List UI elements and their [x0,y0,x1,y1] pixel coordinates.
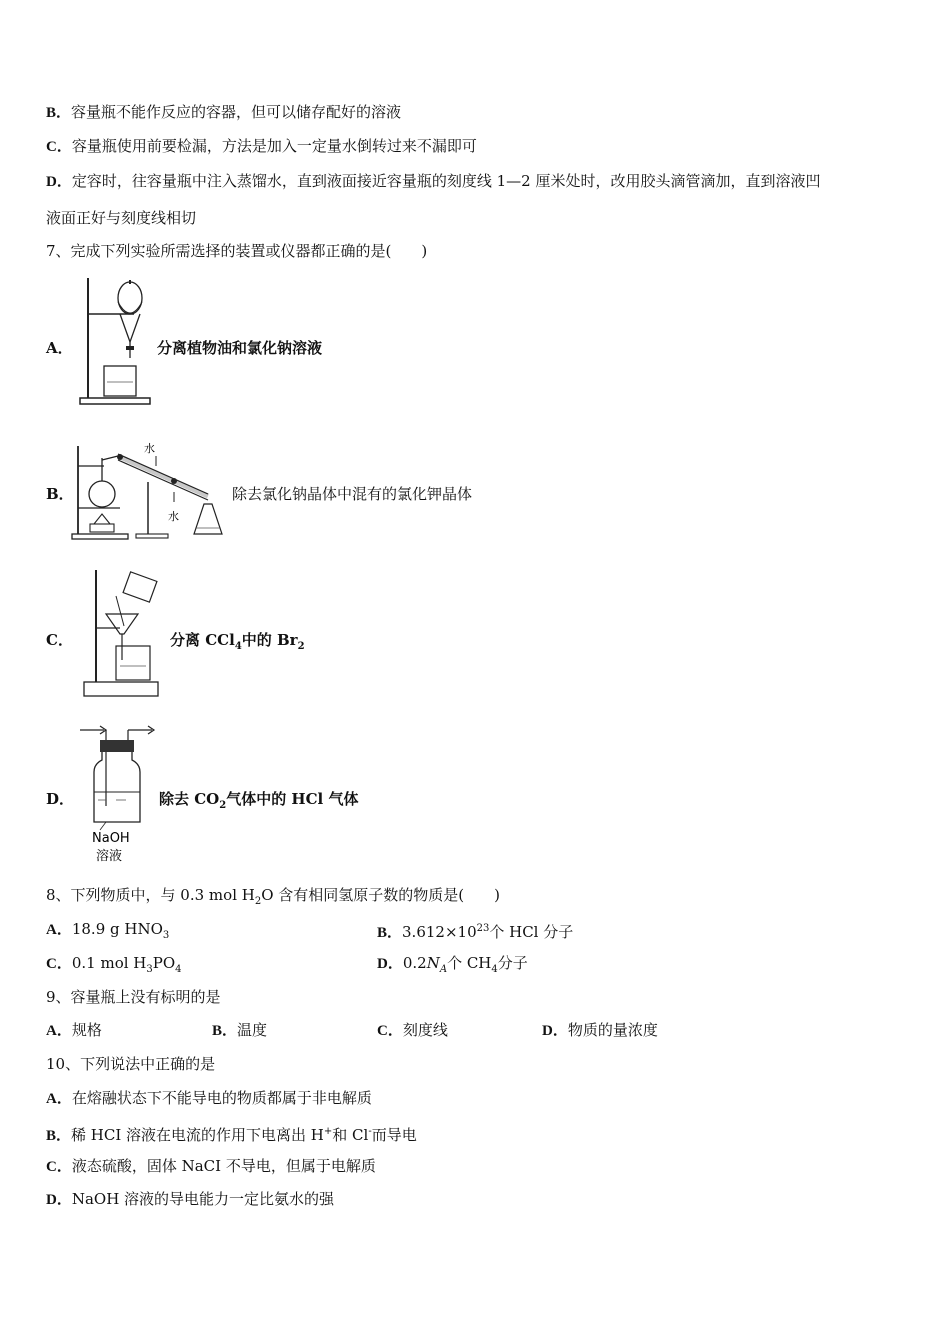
q9-option-a: A．规格 [46,1021,102,1039]
svg-text:NaOH: NaOH [92,831,130,846]
q7-option-a-caption: 分离植物油和氯化钠溶液 [157,339,323,357]
q10-stem: 10、下列说法中正确的是 [46,1055,216,1073]
filtration-apparatus-figure [80,566,164,700]
q8-option-c: C．0.1 mol $H_3PO_4$ [46,954,182,975]
q9-stem: 9、容量瓶上没有标明的是 [46,988,221,1006]
q7-option-c-caption: 分离 CCl$_4$中的 $Br_2$ [170,631,305,652]
q10-option-a: A．在熔融状态下不能导电的物质都属于非电解质 [46,1089,372,1107]
q9-option-c: C．刻度线 [377,1021,448,1039]
q6-option-c: C．容量瓶使用前要检漏，方法是加入一定量水倒转过来不漏即可 [46,137,477,155]
distillation-apparatus-figure [70,436,230,542]
q6-option-d-cont: 液面正好与刻度线相切 [46,209,197,227]
q7-option-b-letter: B． [46,485,74,503]
q8-option-a: A．18.9 g $HNO_3$ [46,920,170,941]
svg-text:溶液: 溶液 [96,849,123,864]
q6-option-d: D．定容时，往容量瓶中注入蒸馏水，直到液面接近容量瓶的刻度线 1—2 厘米处时，改用胶头滴管滴加，直到溶液凹 [46,172,821,190]
svg-text:水: 水 [168,510,179,523]
q7-option-d-letter: D． [46,790,75,808]
q7-option-a-letter: A． [46,339,73,357]
gas-washing-bottle-figure [76,722,158,864]
svg-text:水: 水 [144,442,155,455]
q9-option-b: B．温度 [212,1021,268,1039]
q9-option-d: D．物质的量浓度 [542,1021,658,1039]
q10-option-d: D．NaOH 溶液的导电能力一定比氨水的强 [46,1190,335,1208]
q7-option-d-caption: 除去 $CO_2$气体中的 HCl 气体 [159,790,359,811]
q10-option-c: C．液态硫酸，固体 NaCI 不导电，但属于电解质 [46,1157,376,1175]
separatory-funnel-figure [74,274,154,408]
q7-stem: 7、完成下列实验所需选择的装置或仪器都正确的是( ) [46,242,428,260]
q6-option-b: B．容量瓶不能作反应的容器，但可以储存配好的溶液 [46,103,402,121]
q8-option-b: B．$3.612\times 10^{23}$个 HCl 分子 [377,923,574,941]
q7-option-c-letter: C． [46,631,73,649]
q7-option-b-caption: 除去氯化钠晶体中混有的氯化钾晶体 [232,485,473,503]
q8-stem: 8、下列物质中，与 0.3 mol $H_2O$ 含有相同氢原子数的物质是( ) [46,886,500,907]
q8-option-d: D．$0.2N_A$个 $CH_4$分子 [377,954,528,975]
q10-option-b: B．稀 HCI 溶液在电流的作用下电离出 H+和 Cl-而导电 [46,1126,417,1144]
